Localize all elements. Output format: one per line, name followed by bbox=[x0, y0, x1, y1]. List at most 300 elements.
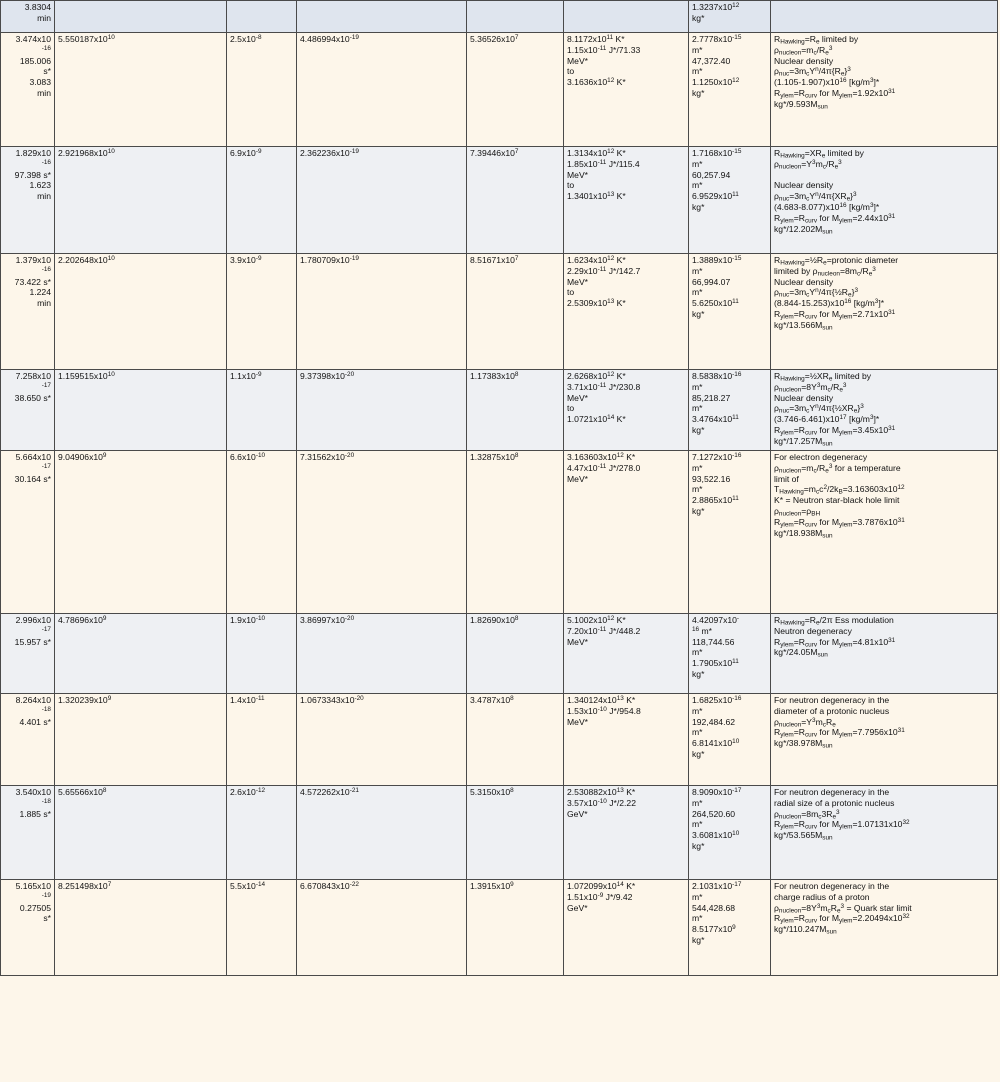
cell-line: $1.6234x10^{12}$ K* bbox=[567, 255, 626, 265]
cell-line: 3.8304 bbox=[24, 2, 51, 12]
cell-line: $2.530882x10^{13}$ K* bbox=[567, 787, 636, 797]
cell-line: $4.572262x10^{-21}$ bbox=[300, 787, 359, 797]
cell-line: $R_{ylem}=R_{curv}$ for $M_{ylem}=2.20494x10^{32}$ bbox=[774, 913, 910, 925]
cell-col5 bbox=[467, 147, 564, 254]
cell-line: $9.04906x10^9$ bbox=[58, 452, 107, 462]
cell-line: GeV* bbox=[567, 808, 588, 819]
cell-line: -17 bbox=[41, 381, 51, 389]
cell-line: 66,994.07 bbox=[692, 276, 731, 287]
cell-notes bbox=[771, 786, 998, 880]
cell-line: $7.39446x10^7$ bbox=[470, 148, 519, 158]
cell-time bbox=[1, 1, 55, 33]
cell-time bbox=[1, 33, 55, 147]
cell-line: to bbox=[567, 403, 575, 414]
cell-line: m* bbox=[692, 484, 703, 495]
cell-line: $kg*/24.05M_{sun}$ bbox=[774, 647, 828, 659]
cell-col4 bbox=[297, 451, 467, 614]
cell-line: kg* bbox=[692, 749, 705, 760]
cell-line: MeV* bbox=[567, 169, 589, 180]
cell-line: $1.1250x10^{12}$ bbox=[692, 77, 740, 88]
cell-line: m* bbox=[692, 891, 703, 902]
cell-line: $\rho_{nuc}=3m_cY^n/4\pi\{R_e\}^3$ bbox=[774, 66, 851, 78]
cell-line: kg* bbox=[692, 841, 705, 852]
cell-col2 bbox=[55, 1, 227, 33]
cell-line: $1.072099x10^{14}$ K* bbox=[567, 881, 636, 891]
cell-line: $1.1x10^{-9}$ bbox=[230, 371, 262, 381]
cell-line: $kg*/38.978M_{sun}$ bbox=[774, 738, 833, 750]
cell-col3 bbox=[227, 254, 297, 370]
cell-line: $2.1031x10^{-17}$ bbox=[692, 881, 742, 891]
cell-line: 1.829x10 bbox=[15, 148, 51, 158]
cell-line: s* bbox=[43, 66, 51, 77]
cell-line: $6.9x10^{-9}$ bbox=[230, 148, 262, 158]
cell-line: -16 bbox=[41, 265, 51, 273]
cell-notes bbox=[771, 33, 998, 147]
cell-line: min bbox=[37, 12, 51, 23]
cell-line: $kg*/13.566M_{sun}$ bbox=[774, 319, 833, 332]
cell-notes bbox=[771, 370, 998, 451]
cell-line: $(8.844-15.253)x10^{16}$ $[kg/m^3]*$ bbox=[774, 298, 885, 309]
cell-col2 bbox=[55, 254, 227, 370]
cell-line: $4.78696x10^9$ bbox=[58, 615, 107, 625]
cell-line: $R_{Hawking}=R_e$ limited by bbox=[774, 34, 859, 46]
cell-line: 8.264x10 bbox=[15, 695, 51, 705]
cell-line: $9.37398x10^{-20}$ bbox=[300, 371, 355, 381]
cell-line: 192,484.62 bbox=[692, 716, 736, 727]
cell-notes bbox=[771, 254, 998, 370]
cell-time bbox=[1, 694, 55, 786]
cell-line: 185.006 bbox=[19, 55, 51, 66]
cell-notes bbox=[771, 694, 998, 786]
cell-line: kg* bbox=[692, 12, 705, 23]
cell-time bbox=[1, 147, 55, 254]
cell-line: 97.398 s* bbox=[14, 169, 51, 180]
cell-line: Nuclear density bbox=[774, 392, 834, 403]
cell-line: Nuclear density bbox=[774, 55, 834, 66]
cell-line: min bbox=[37, 191, 51, 202]
cell-line: $3.4787x10^8$ bbox=[470, 695, 514, 705]
cell-line: MeV* bbox=[567, 636, 589, 647]
cell-line: $7.31562x10^{-20}$ bbox=[300, 452, 355, 462]
cell-col4 bbox=[297, 880, 467, 976]
cell-line: $4.486994x10^{-19}$ bbox=[300, 34, 359, 44]
cell-time bbox=[1, 786, 55, 880]
cell-line: kg* bbox=[692, 88, 705, 99]
cell-line: 30.164 s* bbox=[14, 473, 51, 484]
cell-line: kg* bbox=[692, 506, 705, 517]
cell-notes bbox=[771, 880, 998, 976]
table-row bbox=[1, 880, 998, 976]
cell-line: m* bbox=[692, 462, 703, 473]
cell-line: -18 bbox=[41, 797, 51, 805]
cell-line: m* bbox=[692, 158, 703, 169]
cell-radius-mass bbox=[689, 786, 771, 880]
cell-line: $1.0673343x10^{-20}$ bbox=[300, 695, 364, 705]
cell-line: $R_{ylem}=R_{curv}$ for $M_{ylem}=1.07131x10^{32}$ bbox=[774, 819, 910, 831]
cell-line: $R_{ylem}=R_{curv}$ for $M_{ylem}=2.44x10^{31}$ bbox=[774, 212, 896, 225]
cell-line: $3.86997x10^{-20}$ bbox=[300, 615, 355, 625]
cell-line: 1.224 bbox=[29, 287, 51, 298]
cell-radius-mass bbox=[689, 370, 771, 451]
cell-time bbox=[1, 451, 55, 614]
cell-line: $1.9x10^{-10}$ bbox=[230, 615, 266, 625]
cell-temperature bbox=[564, 254, 689, 370]
cell-line: 1.885 s* bbox=[19, 808, 51, 819]
cell-col3 bbox=[227, 147, 297, 254]
cell-line: $3.163603x10^{12}$ K* bbox=[567, 452, 636, 462]
cell-line: $\rho_{nuc}=3m_cY^n/4\pi\{\frac{1}{2}XR_e\}^3$ bbox=[774, 403, 864, 415]
cell-line: $1.7905x10^{11}$ bbox=[692, 658, 739, 669]
cell-col5 bbox=[467, 451, 564, 614]
cell-temperature bbox=[564, 694, 689, 786]
cell-col3 bbox=[227, 33, 297, 147]
table-row bbox=[1, 786, 998, 880]
cell-line: min bbox=[37, 298, 51, 309]
cell-line: 3.474x10 bbox=[15, 34, 51, 44]
cell-line: -16 bbox=[41, 44, 51, 52]
cell-line: $2.29x10^{-11}$ J*/142.7 bbox=[567, 265, 641, 276]
cell-line: 3.083 bbox=[29, 77, 51, 88]
cell-radius-mass bbox=[689, 1, 771, 33]
cell-line: 4.42097x10- bbox=[692, 615, 740, 625]
cell-line: $\rho_{nucleon}=8Y^3m_cR_e^3$ = Quark star limit bbox=[774, 902, 912, 915]
cell-line: $1.340124x10^{13}$ K* bbox=[567, 695, 636, 705]
cell-line: Neutron degeneracy bbox=[774, 625, 852, 636]
cell-line: -17 bbox=[41, 625, 51, 633]
cell-col3 bbox=[227, 451, 297, 614]
cell-line: $1.3134x10^{12}$ K* bbox=[567, 148, 626, 158]
cell-line: $3.57x10^{-10}$ J*/2.22 bbox=[567, 797, 636, 808]
cell-col3 bbox=[227, 694, 297, 786]
table-row bbox=[1, 370, 998, 451]
cell-line: $R_{ylem}=R_{curv}$ for $M_{ylem}=7.7956x10^{31}$ bbox=[774, 727, 905, 739]
cell-radius-mass bbox=[689, 880, 771, 976]
cell-line: $kg*/110.247M_{sun}$ bbox=[774, 924, 837, 936]
cell-line: $1.6825x10^{-16}$ bbox=[692, 695, 742, 705]
cell-line: $3.1636x10^{12}$ K* bbox=[567, 77, 626, 88]
cell-line: -19 bbox=[41, 891, 51, 899]
cell-line: $2.5x10^{-8}$ bbox=[230, 34, 262, 44]
table-row bbox=[1, 694, 998, 786]
cell-line: $R_{ylem}=R_{curv}$ for $M_{ylem}=4.81x10^{31}$ bbox=[774, 636, 896, 649]
cell-line: limited by $\rho_{nucleon}=8m_c/R_e^3$ bbox=[774, 265, 876, 278]
cell-line: 5.664x10 bbox=[15, 452, 51, 462]
cell-radius-mass bbox=[689, 147, 771, 254]
cell-line: $R_{ylem}=R_{curv}$ for $M_{ylem}=3.7876x10^{31}$ bbox=[774, 516, 905, 529]
cell-line: $2.6x10^{-12}$ bbox=[230, 787, 266, 797]
cell-line: $6.9529x10^{11}$ bbox=[692, 191, 739, 202]
cell-line: m* bbox=[692, 797, 703, 808]
cell-line: $1.17383x10^8$ bbox=[470, 371, 519, 381]
cell-line: 4.401 s* bbox=[19, 716, 51, 727]
cell-notes bbox=[771, 614, 998, 694]
cell-line: MeV* bbox=[567, 276, 589, 287]
cell-line: $kg*/53.565M_{sun}$ bbox=[774, 830, 833, 842]
cell-line: $1.53x10^{-10}$ J*/954.8 bbox=[567, 705, 641, 716]
cell-col5 bbox=[467, 1, 564, 33]
cell-time bbox=[1, 614, 55, 694]
table-row bbox=[1, 451, 998, 614]
cell-line: $2.362236x10^{-19}$ bbox=[300, 148, 359, 158]
cell-time bbox=[1, 880, 55, 976]
cell-line: kg* bbox=[692, 425, 705, 436]
cell-line: $^{16}$ m* bbox=[692, 625, 712, 636]
cell-line: Nuclear density bbox=[774, 276, 834, 287]
cell-col3 bbox=[227, 786, 297, 880]
cell-line: m* bbox=[692, 66, 703, 77]
cell-col4 bbox=[297, 786, 467, 880]
cell-line: $8.5177x10^9$ bbox=[692, 924, 736, 935]
cell-line: $8.5838x10^{-16}$ bbox=[692, 371, 742, 381]
cell-line: $2.202648x10^{10}$ bbox=[58, 255, 115, 265]
cell-line: $T_{Hawking}=m_cc^2/2k_B=3.163603x10^{12}$ bbox=[774, 484, 905, 496]
cell-line: $6.8141x10^{10}$ bbox=[692, 738, 740, 749]
cell-line: Nuclear density bbox=[774, 180, 834, 191]
cell-line: $1.32875x10^8$ bbox=[470, 452, 519, 462]
cell-line: $\rho_{nucleon}=\rho_{BH}$ bbox=[774, 506, 821, 518]
cell-col5 bbox=[467, 880, 564, 976]
cell-line: 264,520.60 bbox=[692, 808, 736, 819]
cell-line: $8.251498x10^7$ bbox=[58, 881, 112, 891]
cell-line: $(1.105-1.907)x10^{16}$ $[kg/m^3]*$ bbox=[774, 77, 880, 88]
cell-col4 bbox=[297, 694, 467, 786]
cell-line: min bbox=[37, 88, 51, 99]
cell-line: $6.6x10^{-10}$ bbox=[230, 452, 266, 462]
cell-line: $8.51671x10^7$ bbox=[470, 255, 519, 265]
cell-line: $kg*/9.593M_{sun}$ bbox=[774, 98, 828, 111]
cell-line: $2.5309x10^{13}$ K* bbox=[567, 298, 626, 309]
cell-line: $1.7168x10^{-15}$ bbox=[692, 148, 742, 158]
cell-line: kg* bbox=[692, 202, 705, 213]
cell-line: For neutron degeneracy in the bbox=[774, 787, 890, 797]
cell-line: $6.670843x10^{-22}$ bbox=[300, 881, 359, 891]
cell-line: -18 bbox=[41, 705, 51, 713]
cell-line: MeV* bbox=[567, 55, 589, 66]
cell-line: $R_{ylem}=R_{curv}$ for $M_{ylem}=2.71x10^{31}$ bbox=[774, 309, 896, 321]
table-row bbox=[1, 1, 998, 33]
cell-line: $\rho_{nucleon}=8m_c3R_e^3$ bbox=[774, 808, 840, 821]
cell-line: 73.422 s* bbox=[14, 276, 51, 287]
cell-line: $8.1172x10^{11}$ K* bbox=[567, 34, 625, 44]
cell-line: $7.20x10^{-11}$ J*/448.2 bbox=[567, 625, 641, 636]
cell-line: kg* bbox=[692, 669, 705, 680]
cell-line: $2.8865x10^{11}$ bbox=[692, 495, 739, 506]
cell-line: $1.51x10^{-9}$ J*/9.42 bbox=[567, 891, 633, 902]
cell-col4 bbox=[297, 1, 467, 33]
cell-col2 bbox=[55, 147, 227, 254]
cell-col5 bbox=[467, 370, 564, 451]
cell-line: m* bbox=[692, 287, 703, 298]
cell-line: $kg*/18.938M_{sun}$ bbox=[774, 527, 833, 540]
cell-line: $kg*/12.202M_{sun}$ bbox=[774, 223, 833, 236]
table-row bbox=[1, 254, 998, 370]
cell-col5 bbox=[467, 694, 564, 786]
cell-line: 15.957 s* bbox=[14, 636, 51, 647]
cell-line: $5.36526x10^7$ bbox=[470, 34, 519, 44]
cell-line: $3.71x10^{-11}$ J*/230.8 bbox=[567, 381, 641, 392]
cell-line: 5.165x10 bbox=[15, 881, 51, 891]
cell-col2 bbox=[55, 370, 227, 451]
cell-col2 bbox=[55, 614, 227, 694]
cell-col2 bbox=[55, 786, 227, 880]
cell-line: $R_{Hawking}=R_e/2\pi$ Ess modulation bbox=[774, 615, 894, 627]
cell-line: GeV* bbox=[567, 902, 588, 913]
cell-line bbox=[774, 170, 994, 181]
cell-line: $(3.746-6.461)x10^{17}$ $[kg/m^3]*$ bbox=[774, 414, 880, 425]
cell-time bbox=[1, 254, 55, 370]
cell-line: kg* bbox=[692, 935, 705, 946]
cell-line: $8.9090x10^{-17}$ bbox=[692, 787, 742, 797]
cell-line: 7.258x10 bbox=[15, 371, 51, 381]
cell-line: m* bbox=[692, 265, 703, 276]
cell-line: 85,218.27 bbox=[692, 392, 731, 403]
cell-line: $1.3889x10^{-15}$ bbox=[692, 255, 742, 265]
cell-line: $1.320239x10^9$ bbox=[58, 695, 112, 705]
cell-line: $\rho_{nuc}=3m_cY^n/4\pi\{\frac{1}{2}R_e\}^3$ bbox=[774, 287, 859, 299]
cell-col5 bbox=[467, 254, 564, 370]
cell-line: s* bbox=[43, 913, 51, 924]
cell-line: $5.3150x10^8$ bbox=[470, 787, 514, 797]
cell-line: kg* bbox=[692, 309, 705, 320]
cell-notes bbox=[771, 147, 998, 254]
cell-notes bbox=[771, 451, 998, 614]
cell-line: For neutron degeneracy in the bbox=[774, 881, 890, 891]
cell-col5 bbox=[467, 786, 564, 880]
cell-line: $1.3237x10^{12}$ bbox=[692, 2, 740, 12]
cell-line: -17 bbox=[41, 462, 51, 470]
cell-line: to bbox=[567, 66, 575, 77]
cell-line: 1.379x10 bbox=[15, 255, 51, 265]
cell-line: $2.6268x10^{12}$ K* bbox=[567, 371, 626, 381]
cell-line: 544,428.68 bbox=[692, 902, 736, 913]
cell-line: $\rho_{nucleon}=Y^3m_cR_e$ bbox=[774, 716, 836, 729]
cell-col4 bbox=[297, 33, 467, 147]
cell-line: $5.550187x10^{10}$ bbox=[58, 34, 115, 44]
cell-line: 118,744.56 bbox=[692, 636, 735, 647]
cell-line: $2.7778x10^{-15}$ bbox=[692, 34, 742, 44]
cell-line: 93,522.16 bbox=[692, 473, 731, 484]
cell-line: $1.3401x10^{13}$ K* bbox=[567, 191, 626, 202]
table-row bbox=[1, 614, 998, 694]
cell-line: $\rho_{nucleon}=8Y^3m_c/R_e^3$ bbox=[774, 381, 847, 394]
cell-temperature bbox=[564, 33, 689, 147]
table-row bbox=[1, 147, 998, 254]
cell-line: $\rho_{nuc}=3m_cY^n/4\pi\{XR_e\}^3$ bbox=[774, 191, 857, 203]
cell-line: m* bbox=[692, 913, 703, 924]
cell-col3 bbox=[227, 1, 297, 33]
cell-temperature bbox=[564, 786, 689, 880]
cell-line: $\rho_{nucleon}=m_c/R_e^3$ for a temperature bbox=[774, 462, 901, 475]
cell-temperature bbox=[564, 370, 689, 451]
cell-line: $2.921968x10^{10}$ bbox=[58, 148, 115, 158]
cell-line: 47,372.40 bbox=[692, 55, 731, 66]
cell-col4 bbox=[297, 254, 467, 370]
cell-line: radial size of a protonic nucleus bbox=[774, 797, 895, 808]
cell-line: m* bbox=[692, 705, 703, 716]
cell-col4 bbox=[297, 147, 467, 254]
cell-line: $1.15x10^{-11}$ J*/71.33 bbox=[567, 44, 641, 55]
cell-radius-mass bbox=[689, 694, 771, 786]
cell-line: $5.65566x10^8$ bbox=[58, 787, 107, 797]
cell-line: 3.540x10 bbox=[15, 787, 51, 797]
table-body bbox=[1, 1, 998, 976]
cell-col3 bbox=[227, 614, 297, 694]
cell-notes bbox=[771, 1, 998, 33]
cell-col3 bbox=[227, 880, 297, 976]
cell-temperature bbox=[564, 1, 689, 33]
cell-line: 60,257.94 bbox=[692, 169, 731, 180]
cell-line: diameter of a protonic nucleus bbox=[774, 705, 890, 716]
cell-line: $R_{Hawking}=XR_e$ limited by bbox=[774, 148, 864, 160]
cell-line: m* bbox=[692, 180, 703, 191]
cell-line: m* bbox=[692, 727, 703, 738]
cell-line: $4.47x10^{-11}$ J*/278.0 bbox=[567, 462, 641, 473]
cell-line: $\rho_{nucleon}=m_c/R_e^3$ bbox=[774, 44, 833, 57]
cell-col2 bbox=[55, 451, 227, 614]
cell-line: $5.6250x10^{11}$ bbox=[692, 298, 739, 309]
cell-line: $3.9x10^{-9}$ bbox=[230, 255, 262, 265]
cell-line: MeV* bbox=[567, 392, 589, 403]
cell-line: m* bbox=[692, 44, 703, 55]
cell-line: $R_{ylem}=R_{curv}$ for $M_{ylem}=3.45x10^{31}$ bbox=[774, 425, 896, 437]
cell-line: MeV* bbox=[567, 716, 589, 727]
cell-line: $(4.683-8.077)x10^{16}$ $[kg/m^3]*$ bbox=[774, 202, 880, 213]
cell-line: $1.0721x10^{14}$ K* bbox=[567, 414, 626, 425]
cell-line: MeV* bbox=[567, 473, 589, 484]
cell-line: $R_{Hawking}=\frac{1}{2}XR_e$ limited by bbox=[774, 371, 872, 383]
cell-line: For electron degeneracy bbox=[774, 452, 868, 462]
cell-line: $kg*/17.257M_{sun}$ bbox=[774, 435, 833, 448]
cell-col2 bbox=[55, 880, 227, 976]
cell-line: $5.1002x10^{12}$ K* bbox=[567, 615, 626, 625]
cell-temperature bbox=[564, 147, 689, 254]
cell-line: $1.3915x10^9$ bbox=[470, 881, 514, 891]
cell-radius-mass bbox=[689, 451, 771, 614]
cell-line: charge radius of a proton bbox=[774, 891, 870, 902]
cell-line: 0.27505 bbox=[19, 902, 51, 913]
cell-temperature bbox=[564, 451, 689, 614]
cell-line: For neutron degeneracy in the bbox=[774, 695, 890, 705]
cell-line: m* bbox=[692, 381, 703, 392]
cell-line: to bbox=[567, 287, 575, 298]
cell-line: 1.623 bbox=[29, 180, 51, 191]
cell-col3 bbox=[227, 370, 297, 451]
cell-line: 38.650 s* bbox=[14, 392, 51, 403]
cell-line: to bbox=[567, 180, 575, 191]
cell-line: m* bbox=[692, 819, 703, 830]
cell-time bbox=[1, 370, 55, 451]
cell-line: K* = Neutron star-black hole limit bbox=[774, 495, 900, 506]
cell-line: 2.996x10 bbox=[15, 615, 51, 625]
cell-line: m* bbox=[692, 403, 703, 414]
cell-temperature bbox=[564, 614, 689, 694]
cell-line: $\rho_{nucleon}=Y^3m_c/R_e^3$ bbox=[774, 158, 842, 171]
cell-line: $7.1272x10^{-16}$ bbox=[692, 452, 742, 462]
cell-col2 bbox=[55, 33, 227, 147]
cell-line: $1.85x10^{-11}$ J*/115.4 bbox=[567, 158, 640, 169]
cell-col4 bbox=[297, 370, 467, 451]
cell-temperature bbox=[564, 880, 689, 976]
cell-col2 bbox=[55, 694, 227, 786]
cell-col5 bbox=[467, 614, 564, 694]
cell-line: $1.82690x10^8$ bbox=[470, 615, 519, 625]
cell-col5 bbox=[467, 33, 564, 147]
cell-line: $3.6081x10^{10}$ bbox=[692, 830, 740, 841]
cell-line: m* bbox=[692, 647, 703, 658]
cell-line: $R_{ylem}=R_{curv}$ for $M_{ylem}=1.92x10^{31}$ bbox=[774, 88, 896, 100]
cell-line: limit of bbox=[774, 473, 799, 484]
cell-col4 bbox=[297, 614, 467, 694]
